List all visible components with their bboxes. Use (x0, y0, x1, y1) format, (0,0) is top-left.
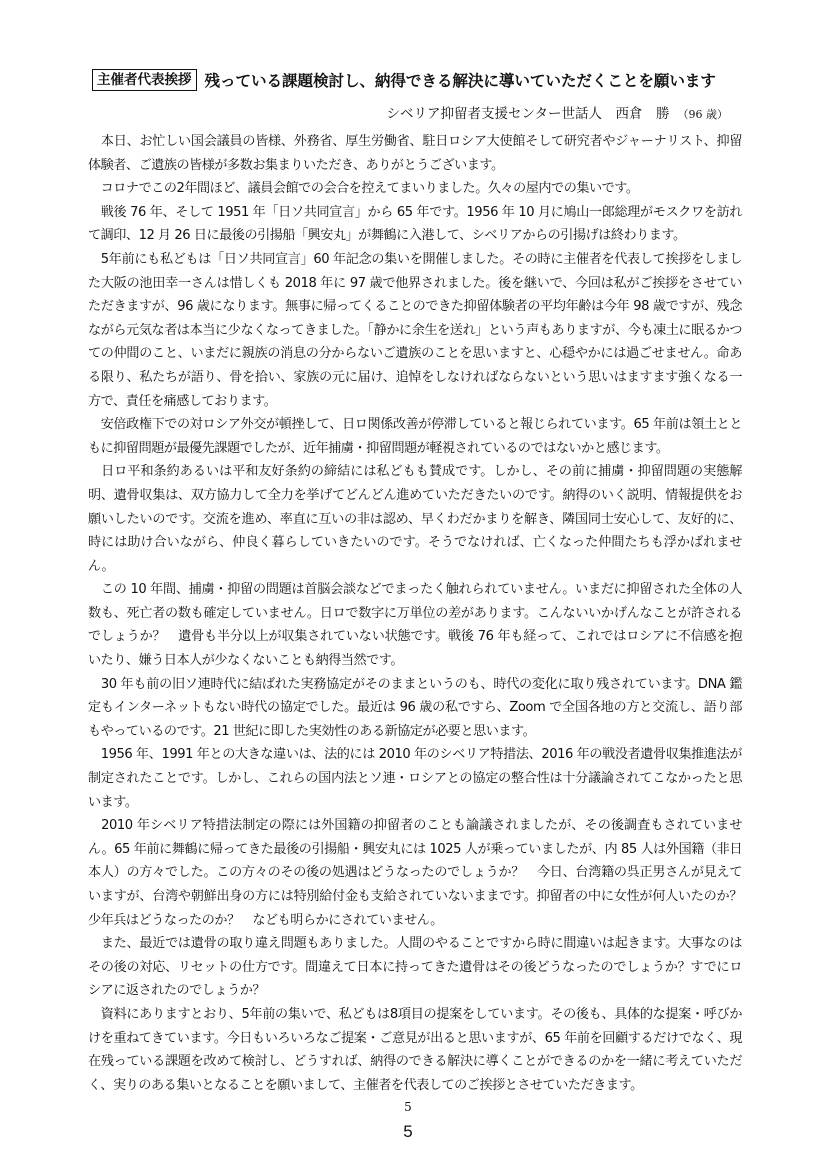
body-text (88, 130, 755, 1097)
paragraph: 2010 年シベリア特措法制定の際には外国籍の抑留者のことも論議されましたが、その後調査もされていません。65 年前に舞鶴に帰ってきた最後の引揚船・興安丸には 1025 人が乗っていましたが、内 85 人は外国籍（非日本人）の方々でした。この方々のその後の処遇はどうなったのでしょうか？ 今日、台湾籍の呉正男さんが見えていますが、台湾や朝鮮出身の方には特別給付金も支給されていないままです。抑留者の中に女性が何人いたのか？ 少年兵はどうなったのか？ なども明らかにされていません。 (88, 818, 755, 928)
paragraph: 1956 年、1991 年との大きな違いは、法的には 2010 年のシベリア特措法、2016 年の戦没者遺骨収集推進法が制定されたことです。しかし、これらの国内法とソ連・ロシアとの協定の整合性は十分議論されてこなかったと思います。 (88, 747, 742, 810)
paragraph: 5年前にも私どもは「日ソ共同宣言」60 年記念の集いを開催しました。その時に主催者を代表して挨拶をしました大阪の池田幸一さんは惜しくも 2018 年に 97 歳で他界されました。後を継いで、今回は私がご挨拶をさせていただきますが、96 歳になります。無事に帰ってくることのできた抑留体験者の平均年齢は今年 98 歳ですが、残念ながら元気な者は本当に少なくなってきました。「静かに余生を送れ」という声もありますが、今も凍土に眠るかつての仲間のこと、いまだに親族の消息の分からないご遺族のことを思いますと、心穏やかには過ごせません。命ある限り、私たちが語り、骨を拾い、家族の元に届け、追悼をしなければならないという思いはますます強くなる一方で、責任を痛感しております。 (88, 251, 742, 409)
paragraph: また、最近では遺骨の取り違え問題もありました。人間のやることですから時に間違いは起きます。大事なのはその後の対応、リセットの仕方です。間違えて日本に持ってきた遺骨はその後どうなったのでしょうか？すでにロシアに返されたのでしょうか？ (88, 936, 742, 999)
paragraph: 安倍政権下での対ロシア外交が頓挫して、日ロ関係改善が停滞していると報じられています。65 年前は領土とともに抑留問題が最優先課題でしたが、近年捕虜・抑留問題が軽視されているのではないかと感じます。 (88, 417, 742, 456)
author-name: シベリア抑留者支援センター世話人 西倉 勝 (386, 106, 670, 122)
page-title: 残っている課題検討し、納得できる解決に導いていただくことを願います (204, 72, 716, 90)
page-heading (92, 66, 752, 94)
section-label: 主催者代表挨拶 (92, 69, 197, 91)
author-age: （96 歳） (677, 108, 728, 121)
paragraph: 30 年も前の旧ソ連時代に結ばれた実務協定がそのままというのも、時代の変化に取り残されています。DNA 鑑定もインターネットもない時代の協定でした。最近は 96 歳の私ですら、Zoom で全国各地の方と交流し、語り部もやっているのです。21 世紀に即した実効性のある新協定が必要と思います。 (88, 676, 742, 739)
page-number-large: 5 (403, 1122, 413, 1141)
paragraph: コロナでこの2年間ほど、議員会館での会合を控えてまいりました。久々の屋内での集いです。 (88, 181, 639, 197)
paragraph: 資料にありますとおり、5年前の集いで、私どもは8項目の提案をしています。その後も、具体的な提案・呼びかけを重ねてきています。今日もいろいろなご提案・ご意見が出ると思いますが、65 年前を回顧するだけでなく、現在残っている課題を改めて検討し、どうすれば、納得のできる解決に導くことができるのかを一緒に考えていただく、実りのある集いとなることを願いまして、主催者を代表してのご挨拶とさせていただきます。 (88, 1006, 742, 1093)
page-number-small: 5 (404, 1100, 412, 1114)
paragraph: この 10 年間、捕虜・抑留の問題は首脳会談などでまったく触れられていません。いまだに抑留された全体の人数も、死亡者の数も確定していません。日ロで数字に万単位の差があります。こんないいかげんなことが許されるでしょうか？ 遺骨も半分以上が収集されていない状態です。戦後 76 年も経って、これではロシアに不信感を抱いたり、嫌う日本人が少なくないことも納得当然です。 (88, 582, 742, 669)
paragraph: 戦後 76 年、そして 1951 年「日ソ共同宣言」から 65 年です。1956 年 10 月に鳩山一郎総理がモスクワを訪れて調印、12 月 26 日に最後の引揚船「興安丸」が舞鶴に入港して、シベリアからの引揚げは終わります。 (88, 204, 742, 244)
paragraph: 本日、お忙しい国会議員の皆様、外務省、厚生労働省、駐日ロシア大使館そして研究者やジャーナリスト、抑留体験者、ご遺族の皆様が多数お集まりいただき、ありがとうございます。 (88, 134, 742, 173)
paragraph: 日ロ平和条約あるいは平和友好条約の締結には私どもも賛成です。しかし、その前に捕虜・抑留問題の実態解明、遺骨収集は、双方協力して全力を挙げてどんどん進めていただきたいのです。納得のいく説明、情報提供をお願いしたいのです。交流を進め、率直に互いの非は認め、早くわだかまりを解き、隣国同士安心して、友好的に、時には助け合いながら、仲良く暮らしていきたいのです。そうでなければ、亡くなった仲間たちも浮かばれません。 (88, 464, 742, 574)
author-byline (387, 102, 728, 122)
